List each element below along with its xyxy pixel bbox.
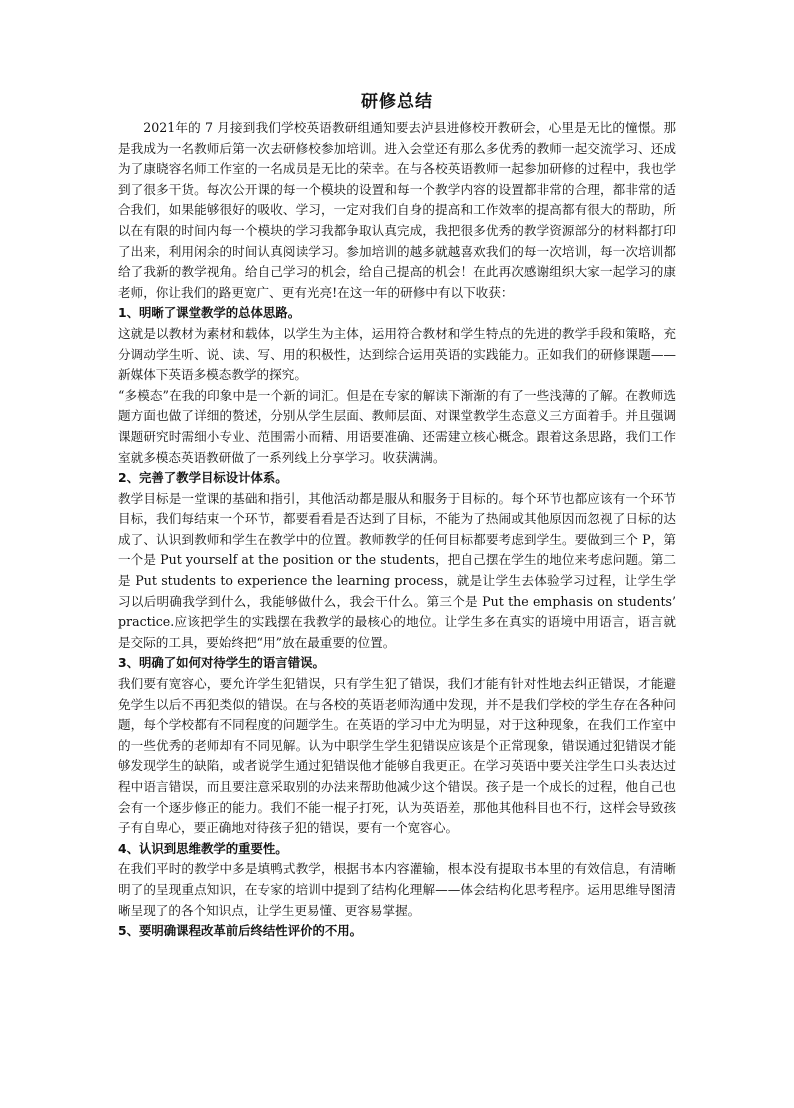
section-2-heading: 2、完善了教学目标设计体系。 <box>118 470 288 486</box>
section-2-paragraph-1: 教学目标是一堂课的基础和指引，其他活动都是服从和服务于目标的。每个环节也都应该有一个环节目标，我们每结束一个环节，都要看看是否达到了目标，不能为了热闹或其他原因而忽视了日标的达成了、认识到教师和学生在教学中的位置。教师教学的任何目标都要考虑到学生。要做到三个 P，第一个是 Put yourself at the position or the students，把自己摆在学生的地位来考虑问题。第二是 Put students to experience the learning process，就是让学生去体验学习过程，让学生学习以后明确我学到什么，我能够做什么，我会干什么。第三个是 Put the emphasis on students’ practice.应该把学生的实践摆在我教学的最核心的地位。让学生多在真实的语境中用语言，语言就是交际的工具，要始终把“用”放在最重要的位置。 <box>118 490 676 650</box>
section-4-heading: 4、认识到思维教学的重要性。 <box>118 840 288 856</box>
section-1-heading: 1、明晰了课堂教学的总体思路。 <box>118 305 301 321</box>
section-5-heading: 5、要明确课程改革前后终结性评价的不用。 <box>118 923 363 939</box>
section-1-paragraph-2: “多模态”在我的印象中是一个新的词汇。但是在专家的解读下渐渐的有了一些浅薄的了解。在教师选题方面也做了详细的赘述，分别从学生层面、教师层面、对课堂教学生态意义三方面着手。并且强调课题研究时需细小专业、范围需小而精、用语要准确、还需建立核心概念。跟着这条思路，我们工作室就多模态英语教研做了一系列线上分享学习。收获满满。 <box>118 387 676 465</box>
document-page <box>118 88 676 942</box>
section-4-paragraph-1: 在我们平时的教学中多是填鸭式教学，根据书本内容灌输，根本没有提取书本里的有效信息，有清晰明了的呈现重点知识，在专家的培训中提到了结构化理解——体会结构化思考程序。运用思维导图清晰呈现了的各个知识点，让学生更易懂、更容易掌握。 <box>118 861 676 918</box>
section-3-paragraph-1: 我们要有宽容心，要允许学生犯错误，只有学生犯了错误，我们才能有针对性地去纠正错误，才能避免学生以后不再犯类似的错误。在与各校的英语老师沟通中发现，并不是我们学校的学生存在各种问题，每个学校都有不同程度的问题学生。在英语的学习中尤为明显，对于这种现象，在我们工作室中的一些优秀的老师却有不同见解。认为中职学生学生犯错误应该是个正常现象，错误通过犯错误才能够发现学生的缺陷，或者说学生通过犯错误他才能够自我更正。在学习英语中要关注学生口头表达过程中语言错误，而且要注意采取别的办法来帮助他减少这个错误。孩子是一个成长的过程，他自己也会有一个逐步修正的能力。我们不能一棍子打死，认为英语差，那他其他科目也不行，这样会导致孩子有自卑心，要正确地对待孩子犯的错误，要有一个宽容心。 <box>118 676 676 836</box>
intro-paragraph: 2021年的 7 月接到我们学校英语教研组通知要去泸县进修校开教研会，心里是无比的憧憬。那是我成为一名教师后第一次去研修校参加培训。进入会堂还有那么多优秀的教师一起交流学习、还成为了康晓容名师工作室的一名成员是无比的荣幸。在与各校英语教师一起参加研修的过程中，我也学到了很多干货。每次公开课的每一个模块的设置和每一个教学内容的设置都非常的合理，都非常的适合我们，如果能够很好的吸收、学习，一定对我们自身的提高和工作效率的提高都有很大的帮助，所以在有限的时间内每一个模块的学习我都争取认真完成，我把很多优秀的教学资源部分的材料都打印了出来，利用闲余的时间认真阅读学习。参加培训的越多就越喜欢我们的每一次培训，每一次培训都给了我新的教学视角。给自己学习的机会，给自己提高的机会！在此再次感谢组织大家一起学习的康老师，你让我们的路更宽广、更有光亮!在这一年的研修中有以下收获： <box>118 120 676 300</box>
section-3-heading: 3、明确了如何对待学生的语言错误。 <box>118 655 325 671</box>
document-title: 研修总结 <box>361 92 433 112</box>
section-1-paragraph-1: 这就是以教材为素材和载体，以学生为主体，运用符合教材和学生特点的先进的教学手段和策略，充分调动学生听、说、读、写、用的积极性，达到综合运用英语的实践能力。正如我们的研修课题——新媒体下英语多模态教学的探究。 <box>118 325 676 383</box>
